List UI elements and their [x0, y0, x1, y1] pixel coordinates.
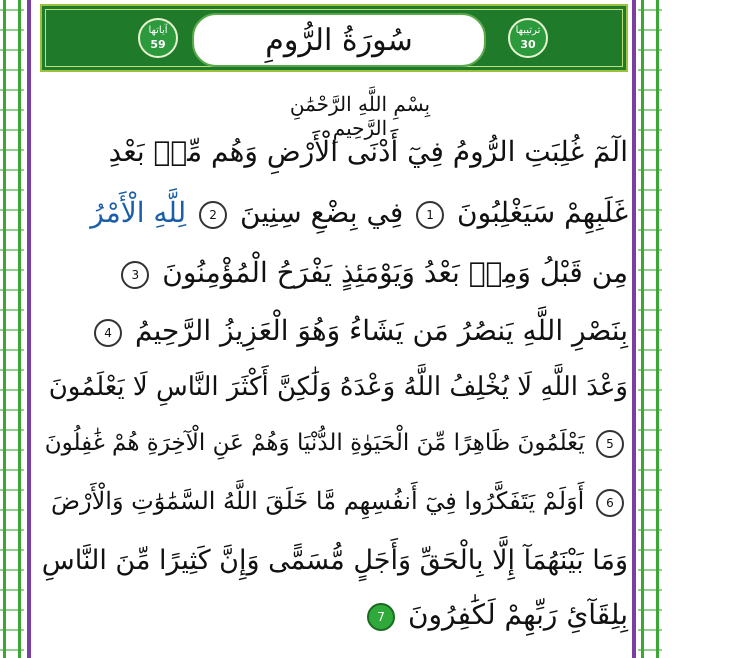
verse-line-2	[40, 196, 628, 229]
verse-line-text: مِن قَبْلُ وَمِنۢ بَعْدُ وَيَوْمَئِذٍ يَفْرَحُ الْمُؤْمِنُونَ	[162, 256, 628, 289]
surah-header	[40, 4, 628, 72]
ayah-marker-4: 4	[94, 319, 122, 347]
ayah-count-number: 59	[150, 38, 166, 51]
right-purple-rule	[632, 0, 636, 658]
ayah-marker-2: 2	[199, 201, 227, 229]
verse-line-text: وَمَا بَيْنَهُمَآ إِلَّا بِالْحَقِّ وَأَجَلٍ مُّسَمًّى وَإِنَّ كَثِيرًا مِّنَ النَّاسِ	[41, 545, 628, 576]
ayah-marker-3: 3	[121, 261, 149, 289]
surah-title: سُورَةُ الرُّومِ	[265, 22, 413, 58]
verse-line-text: فِي بِضْعِ سِنِينَ	[240, 196, 404, 229]
ayah-marker-6: 6	[596, 489, 624, 517]
verse-line-4	[40, 314, 628, 347]
surah-title-plate	[192, 13, 486, 67]
verse-line-text: بِنَصْرِ اللَّهِ يَنصُرُ مَن يَشَاءُ وَهُوَ الْعَزِيزُ الرَّحِيمُ	[134, 314, 628, 347]
left-border-pattern	[0, 0, 24, 658]
right-border-pattern	[638, 0, 662, 658]
surah-order-medal	[508, 18, 548, 58]
verse-line-9	[40, 598, 628, 631]
left-purple-rule	[27, 0, 31, 658]
ayah-count-medal	[138, 18, 178, 58]
verse-line-8	[40, 545, 628, 576]
ayah-marker-5: 5	[596, 430, 624, 458]
verse-line-text: أَوَلَمْ يَتَفَكَّرُوا فِيٓ أَنفُسِهِم مَّا خَلَقَ اللَّهُ السَّمَٰوَٰتِ وَالْأَرْضَ	[50, 487, 585, 515]
basmala: بِسْمِ اللَّهِ الرَّحْمَٰنِ الرَّحِيمِ	[289, 92, 431, 140]
surah-order-label: ترتيبها	[515, 25, 541, 36]
surah-order-number: 30	[520, 38, 536, 51]
ayah-marker-1: 1	[416, 201, 444, 229]
verse-line-5	[40, 372, 628, 402]
verse-line-6	[40, 430, 628, 458]
verse-line-7	[40, 487, 628, 517]
verse-line-text: بِلِقَآئِ رَبِّهِمْ لَكَٰفِرُونَ	[407, 598, 628, 631]
verse-line-text: يَعْلَمُونَ ظَاهِرًا مِّنَ الْحَيَوٰةِ الدُّنْيَا وَهُمْ عَنِ الْآخِرَةِ هُمْ غَٰفِلُونَ	[44, 430, 585, 456]
verse-line-text: لِلَّهِ الْأَمْرُ	[90, 196, 187, 229]
verse-line-text: وَعْدَ اللَّهِ لَا يُخْلِفُ اللَّهُ وَعْدَهُ وَلَٰكِنَّ أَكْثَرَ النَّاسِ لَا يَعْلَمُونَ	[48, 372, 628, 402]
verse-line-3	[40, 256, 628, 289]
verse-line-1	[40, 135, 628, 168]
ayah-count-label: آياتها	[148, 25, 168, 36]
verse-line-text: غَلَبِهِمْ سَيَغْلِبُونَ	[457, 196, 628, 229]
verse-line-text: الٓمٓ غُلِبَتِ الرُّومُ فِيٓ أَدْنَى الْأَرْضِ وَهُم مِّنۢ بَعْدِ	[108, 135, 628, 168]
ayah-marker-7: 7	[367, 603, 395, 631]
